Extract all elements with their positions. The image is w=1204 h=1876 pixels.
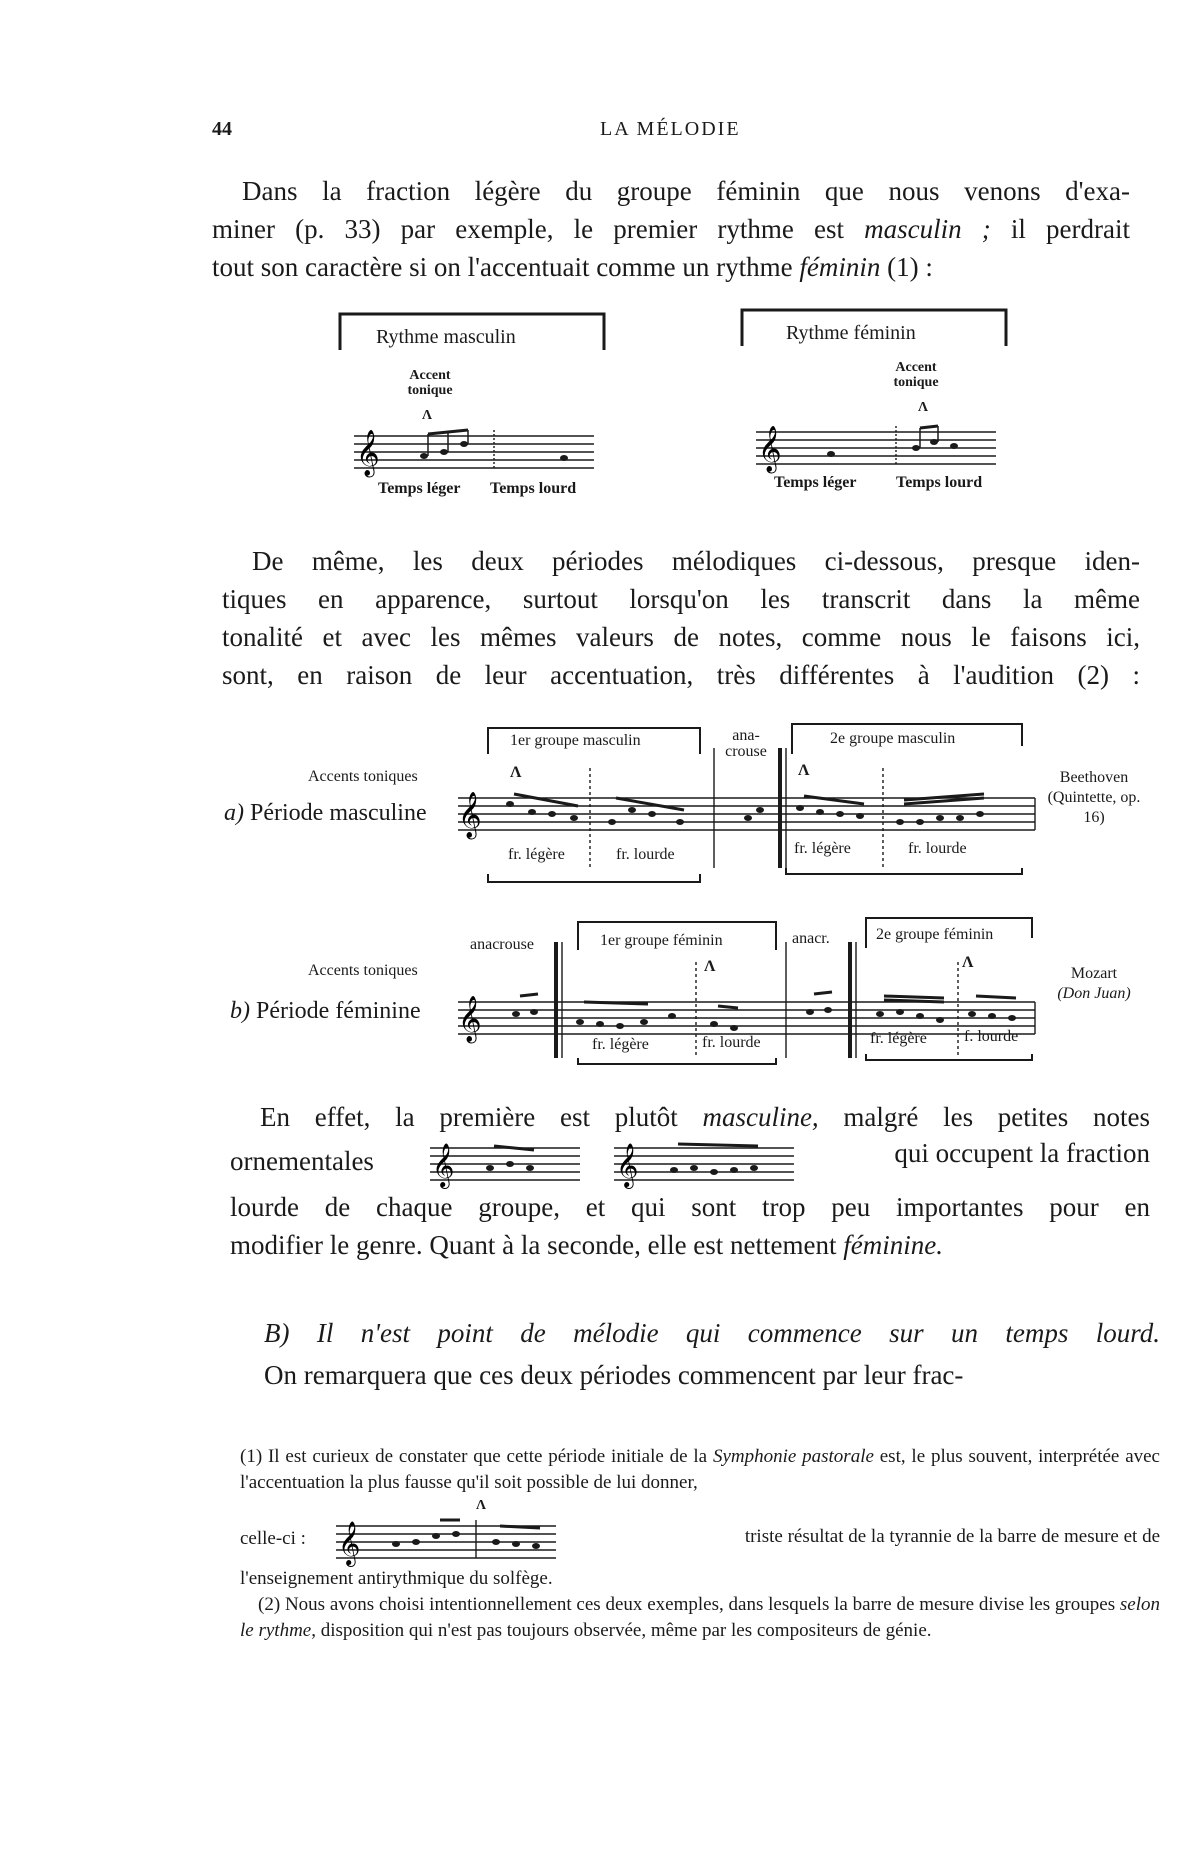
footnote-text: l'enseignement antirythmique du solfège. <box>240 1568 553 1589</box>
paragraph-line: tiques en apparence, surtout lorsqu'on les transcrit dans la même <box>222 584 1140 614</box>
paragraph-line: Dans la fraction légère du groupe féminin que nous venons d'exa- <box>242 176 1130 206</box>
heavy-beat-label: Temps lourd <box>490 480 577 497</box>
example-rythme-masculin <box>338 312 608 502</box>
ornament-staff-2 <box>614 1138 794 1187</box>
accent-mark: Λ <box>798 762 810 779</box>
anacrouse-label: ana-crouse <box>725 727 767 760</box>
paragraph-1 <box>212 172 1130 286</box>
emphasis: féminin <box>799 252 881 282</box>
paragraph-line: En effet, la première est plutôt masculine, malgré les petites notes <box>260 1102 1150 1132</box>
section-b <box>264 1314 1160 1394</box>
period-label-a: a) Période masculine <box>224 800 427 826</box>
footnote-1: (1) Il est curieux de constater que cette période initiale de la Symphonie pastorale est, le plus souvent, interprétée avec l'accentuation la plus fausse qu'il soit possible de lui donner, <box>240 1446 1160 1493</box>
box-title: Rythme masculin <box>376 326 516 348</box>
music-staff <box>756 424 996 470</box>
fraction-label: fr. lourde <box>908 840 967 857</box>
accent-label: Accent tonique <box>407 368 453 398</box>
svg-text:𝄞: 𝄞 <box>338 1521 361 1565</box>
anacrouse-label: anacrouse <box>470 936 534 953</box>
paragraph-line: tonalité et avec les mêmes valeurs de notes, comme nous le faisons ici, <box>222 622 1140 652</box>
svg-text:𝄞: 𝄞 <box>356 430 380 476</box>
example-periode-masculine <box>220 718 1160 888</box>
light-beat-label: Temps léger <box>774 474 857 491</box>
accent-mark: Λ <box>476 1498 487 1513</box>
fraction-label: fr. lourde <box>702 1034 761 1051</box>
emphasis: masculin ; <box>864 214 991 244</box>
fraction-label: fr. légère <box>794 840 851 857</box>
accent-mark: Λ <box>422 408 433 423</box>
example-periode-feminine <box>220 912 1160 1072</box>
emphasis: masculine, <box>702 1102 819 1132</box>
light-beat-label: Temps léger <box>378 480 461 497</box>
accents-label: Accents toniques <box>308 768 418 785</box>
paragraph-line: De même, les deux périodes mélodiques ci-dessous, presque iden- <box>252 546 1140 576</box>
paragraph-line: sont, en raison de leur accentuation, très différentes à l'audition (2) : <box>222 660 1140 690</box>
group2-label: 2e groupe masculin <box>830 730 956 747</box>
footnote-text: celle-ci : <box>240 1528 306 1549</box>
paragraph-line: ornementales <box>230 1146 374 1176</box>
footnote-2: (2) Nous avons choisi intentionnellement ces deux exemples, dans lesquels la barre de mesure divise les groupes selon le rythme, disposition qui n'est pas toujours observée, même par les compositeurs de génie. <box>240 1594 1160 1641</box>
footnotes <box>240 1444 1160 1644</box>
accent-mark: Λ <box>510 764 522 781</box>
anacr-label: anacr. <box>792 930 830 947</box>
accents-label: Accents toniques <box>308 962 418 979</box>
section-heading: B) Il n'est point de mélodie qui commence sur un temps lourd. <box>264 1318 1160 1348</box>
composer-mozart: Mozart (Don Juan) <box>1057 965 1131 1002</box>
accent-mark: Λ <box>918 400 929 415</box>
paragraph-line: On remarquera que ces deux périodes commencent par leur frac- <box>264 1360 964 1390</box>
paragraph-line: lourde de chaque groupe, et qui sont trop peu importantes pour en <box>230 1192 1150 1222</box>
fraction-label: fr. lourde <box>616 846 675 863</box>
emphasis: féminine. <box>843 1230 943 1260</box>
music-staff <box>354 428 594 474</box>
ornament-staff-1 <box>430 1138 580 1187</box>
paragraph-line: miner (p. 33) par exemple, le premier rythme est masculin ; il perdrait <box>212 214 1130 244</box>
period-label-b: b) Période féminine <box>230 998 421 1024</box>
example-rythme-feminin <box>740 308 1010 498</box>
svg-text:𝄞: 𝄞 <box>458 792 482 838</box>
page-number: 44 <box>212 118 232 140</box>
fraction-label: fr. légère <box>592 1036 649 1053</box>
accent-mark: Λ <box>962 954 974 971</box>
heavy-beat-label: Temps lourd <box>896 474 983 491</box>
paragraph-2 <box>222 542 1140 694</box>
composer-beethoven: Beethoven (Quintette, op. 16) <box>1047 769 1141 826</box>
running-head <box>0 118 1204 148</box>
group1-label: 1er groupe masculin <box>510 732 641 749</box>
accent-mark: Λ <box>704 958 716 975</box>
footnote-staff <box>336 1516 556 1565</box>
svg-text:𝄞: 𝄞 <box>616 1143 639 1187</box>
group2-label: 2e groupe féminin <box>876 926 994 943</box>
ornament-line <box>230 1136 1150 1188</box>
fraction-label: f. lourde <box>964 1028 1019 1045</box>
page-title: LA MÉLODIE <box>600 118 741 140</box>
paragraph-line: modifier le genre. Quant à la seconde, elle est nettement féminine. <box>230 1230 943 1260</box>
paragraph-3 <box>230 1098 1150 1278</box>
paragraph-line: qui occupent la fraction <box>894 1138 1150 1168</box>
group1-label: 1er groupe féminin <box>600 932 723 949</box>
svg-text:𝄞: 𝄞 <box>432 1143 455 1187</box>
box-title: Rythme féminin <box>786 322 916 344</box>
paragraph-line: tout son caractère si on l'accentuait comme un rythme féminin (1) : <box>212 252 933 282</box>
footnote-text: triste résultat de la tyrannie de la barre de mesure et de <box>744 1526 1160 1547</box>
fraction-label: fr. légère <box>508 846 565 863</box>
svg-text:𝄞: 𝄞 <box>758 426 782 472</box>
svg-text:𝄞: 𝄞 <box>458 996 482 1042</box>
accent-label: Accent tonique <box>893 360 939 390</box>
fraction-label: fr. légère <box>870 1030 927 1047</box>
footnote-example-line <box>240 1496 1160 1566</box>
